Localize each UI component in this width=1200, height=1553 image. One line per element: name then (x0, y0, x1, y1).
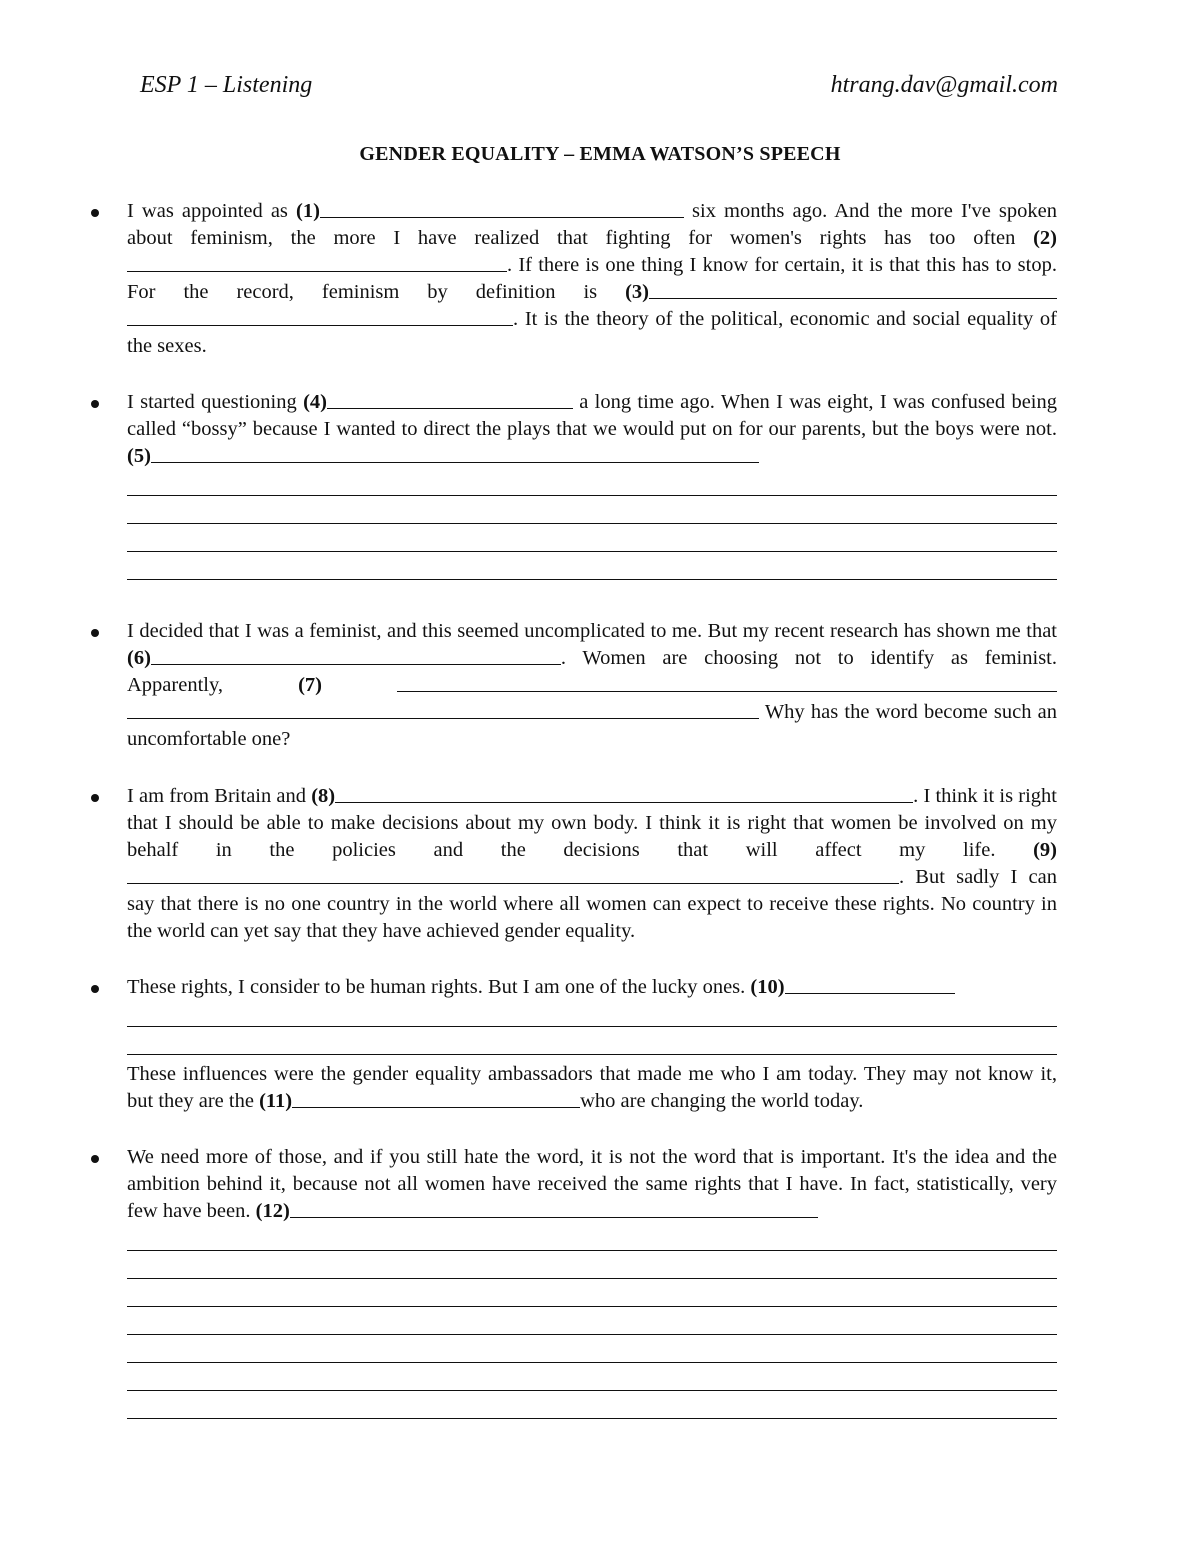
paragraph-5-continued (127, 1061, 1057, 1115)
answer-line[interactable] (127, 1287, 1057, 1307)
answer-blank-6[interactable] (151, 645, 561, 665)
answer-line[interactable] (127, 476, 1057, 496)
answer-blank-7a[interactable] (397, 672, 1057, 692)
paragraph-4 (127, 783, 1057, 945)
paragraph-1-text-d: . It is the theory of the political, economic and social equality of the sexes. (127, 308, 1057, 357)
answer-line[interactable] (127, 504, 1057, 524)
paragraph-3 (127, 618, 1057, 753)
answer-blank-5[interactable] (151, 443, 759, 463)
blank-number-4: (4) (303, 391, 327, 413)
answer-line[interactable] (127, 1035, 1057, 1055)
course-label: ESP 1 – Listening (140, 72, 313, 98)
paragraph-4-text-a: I am from Britain and (127, 785, 312, 807)
answer-blank-1[interactable] (320, 198, 684, 218)
paragraph-3-text-b: . Women are choosing not to identify as feminist. Apparently, (127, 647, 1057, 696)
blank-number-12: (12) (255, 1200, 290, 1222)
paragraph-3-text-a: I decided that I was a feminist, and this seemed uncomplicated to me. But my recent research has shown me that (127, 620, 1057, 642)
paragraph-4-text-c: . But sadly I can say that there is no one country in the world where all women can expect to receive these rights. No country in the world can yet say that they have achieved gender equality. (127, 866, 1057, 942)
worksheet-body (127, 198, 1057, 1419)
blank-number-10: (10) (750, 976, 785, 998)
paragraph-2-text-b: a long time ago. When I was eight, I was confused being called “bossy” because I wanted to direct the plays that we would put on for our parents, but the boys were not. (127, 391, 1058, 440)
blank-number-5: (5) (127, 445, 151, 467)
bullet-icon (91, 1155, 99, 1163)
paragraph-3-text-c: Why has the word become such an uncomfortable one? (127, 701, 1057, 750)
answer-blank-3b[interactable] (127, 306, 513, 326)
answer-line[interactable] (127, 1231, 1057, 1251)
answer-blank-12[interactable] (290, 1198, 818, 1218)
answer-line[interactable] (127, 1315, 1057, 1335)
blank-number-8: (8) (311, 785, 336, 807)
page-header (140, 72, 1058, 106)
blank-number-9: (9) (1033, 839, 1057, 861)
bullet-icon (91, 985, 99, 993)
paragraph-1-text-c: . If there is one thing I know for certain, it is that this has to stop. For the record, feminism by definition is (127, 254, 1057, 303)
blank-number-2: (2) (1033, 227, 1057, 249)
bullet-icon (91, 400, 99, 408)
answer-line[interactable] (127, 1259, 1057, 1279)
answer-line[interactable] (127, 1371, 1057, 1391)
blank-number-1: (1) (296, 200, 320, 222)
answer-blank-2[interactable] (127, 252, 507, 272)
bullet-icon (91, 629, 99, 637)
answer-line[interactable] (127, 560, 1057, 580)
paragraph-1 (127, 198, 1057, 360)
paragraph-2 (127, 389, 1057, 580)
paragraph-5 (127, 974, 1057, 1115)
bullet-icon (91, 794, 99, 802)
answer-blank-9[interactable] (127, 864, 899, 884)
answer-line[interactable] (127, 1399, 1057, 1419)
answer-blank-4[interactable] (327, 389, 573, 409)
author-email: htrang.dav@gmail.com (830, 72, 1058, 98)
worksheet-title: GENDER EQUALITY – EMMA WATSON’S SPEECH (359, 143, 841, 165)
answer-line[interactable] (127, 532, 1057, 552)
paragraph-1-text-b: six months ago. And the more I've spoken about feminism, the more I have realized that fighting for women's rights has too often (127, 200, 1057, 249)
paragraph-4-text-b: . I think it is right that I should be able to make decisions about my own body. I think it is right that women be involved on my behalf in the policies and the decisions that will affect my life. (127, 785, 1057, 861)
answer-blank-11[interactable] (292, 1088, 580, 1108)
answer-blank-3a[interactable] (649, 279, 1057, 299)
paragraph-5-text-b: These influences were the gender equality ambassadors that made me who I am today. They may not know it, but they are the (127, 1063, 1057, 1112)
answer-blank-10[interactable] (785, 974, 955, 994)
answer-blank-8[interactable] (335, 783, 913, 803)
bullet-icon (91, 209, 99, 217)
paragraph-6 (127, 1144, 1057, 1419)
paragraph-5-text-a: These rights, I consider to be human rights. But I am one of the lucky ones. (127, 976, 751, 998)
blank-number-7: (7) (298, 674, 322, 696)
blank-number-11: (11) (259, 1090, 293, 1112)
answer-line[interactable] (127, 1007, 1057, 1027)
paragraph-6-text-a: We need more of those, and if you still hate the word, it is not the word that is important. It's the idea and the ambition behind it, because not all women have received the same rights that I have. In fact, statistically, very few have been. (127, 1146, 1057, 1222)
blank-number-3: (3) (625, 281, 649, 303)
paragraph-1-text-a: I was appointed as (127, 200, 297, 222)
paragraph-5-text-c: who are changing the world today. (580, 1090, 864, 1112)
answer-blank-7b[interactable] (127, 699, 759, 719)
answer-line[interactable] (127, 1343, 1057, 1363)
paragraph-2-text-a: I started questioning (127, 391, 304, 413)
blank-number-6: (6) (127, 647, 151, 669)
